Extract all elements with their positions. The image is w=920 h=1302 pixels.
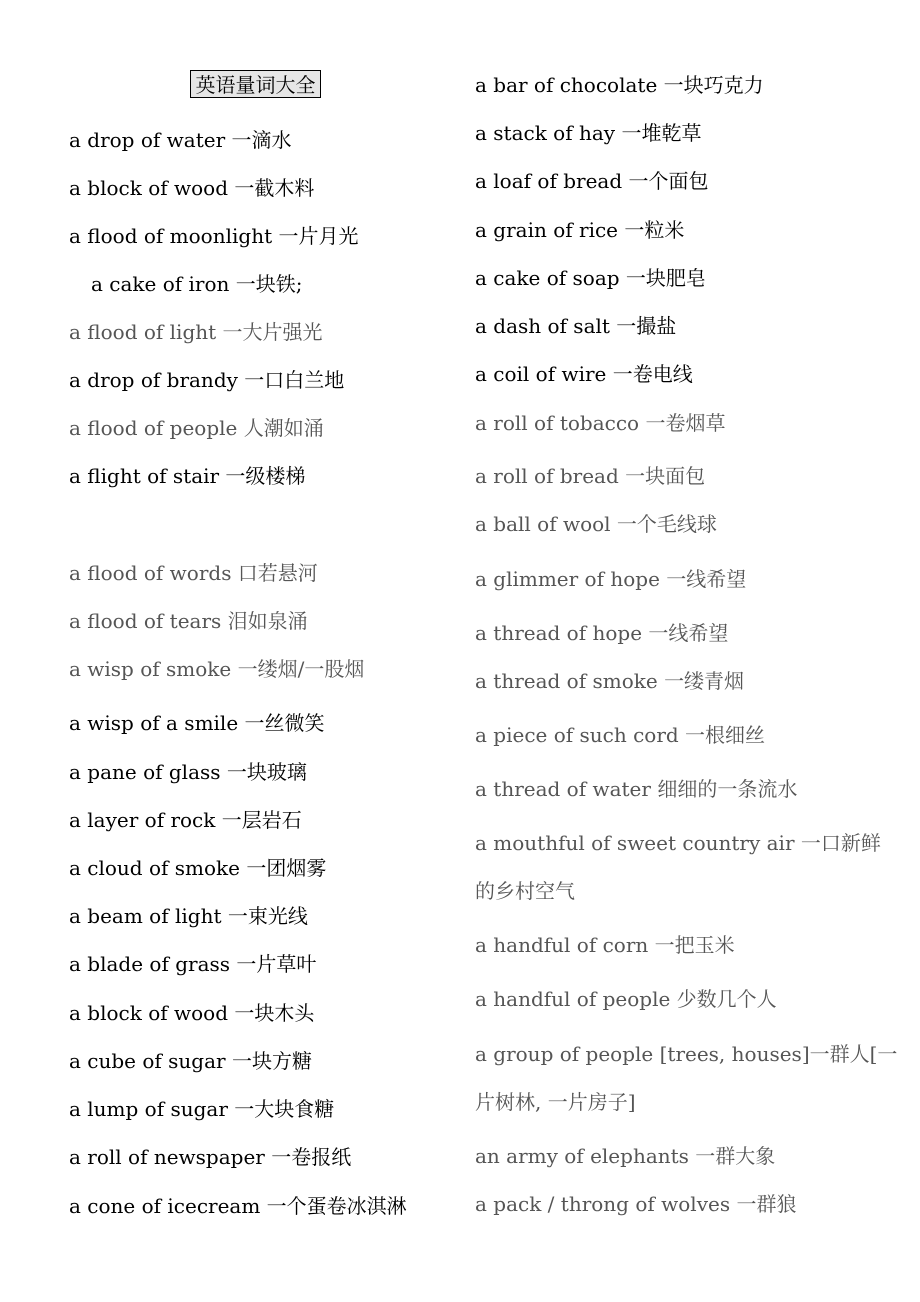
right-entry: 的乡村空气 [475,879,575,903]
right-entry: a glimmer of hope 一线希望 [475,567,747,591]
left-entry: a cone of icecream 一个蛋卷冰淇淋 [69,1194,407,1218]
left-entry: a beam of light 一束光线 [69,904,308,928]
left-entry: a cube of sugar 一块方糖 [69,1049,312,1073]
right-entry: a handful of people 少数几个人 [475,987,777,1011]
left-entry: a lump of sugar 一大块食糖 [69,1097,335,1121]
right-entry: a loaf of bread 一个面包 [475,169,709,193]
right-entry: a thread of smoke 一缕青烟 [475,669,745,693]
left-entry: a wisp of a smile 一丝微笑 [69,711,325,735]
left-entry: a blade of grass 一片草叶 [69,952,317,976]
right-entry: a stack of hay 一堆乾草 [475,121,702,145]
right-entry: a pack / throng of wolves 一群狼 [475,1192,797,1216]
left-entry: a cake of iron 一块铁; [91,272,303,296]
right-entry: a roll of tobacco 一卷烟草 [475,411,726,435]
left-entry: a flood of tears 泪如泉涌 [69,609,308,633]
right-entry: a coil of wire 一卷电线 [475,362,693,386]
left-entry: a roll of newspaper 一卷报纸 [69,1145,352,1169]
left-entry: a flood of words 口若悬河 [69,561,318,585]
left-entry: a layer of rock 一层岩石 [69,808,302,832]
left-entry: a block of wood 一截木料 [69,176,315,200]
right-entry: a mouthful of sweet country air 一口新鲜 [475,831,881,855]
right-entry: a grain of rice 一粒米 [475,218,685,242]
right-entry: a bar of chocolate 一块巧克力 [475,73,764,97]
right-entry: a group of people [trees, houses]一群人[一 [475,1042,898,1066]
left-entry: a pane of glass 一块玻璃 [69,760,307,784]
left-entry: a flood of moonlight 一片月光 [69,224,359,248]
left-entry: a drop of water 一滴水 [69,128,292,152]
left-entry: a flood of light 一大片强光 [69,320,323,344]
right-entry: a handful of corn 一把玉米 [475,933,735,957]
left-entry: a flight of stair 一级楼梯 [69,464,306,488]
right-entry: 片树林, 一片房子] [475,1090,636,1114]
right-entry: a roll of bread 一块面包 [475,464,706,488]
right-entry: an army of elephants 一群大象 [475,1144,776,1168]
left-entry: a drop of brandy 一口白兰地 [69,368,345,392]
right-entry: a thread of water 细细的一条流水 [475,777,798,801]
right-entry: a dash of salt 一撮盐 [475,314,677,338]
right-entry: a ball of wool 一个毛线球 [475,512,717,536]
left-entry: a wisp of smoke 一缕烟/一股烟 [69,657,365,681]
right-entry: a thread of hope 一线希望 [475,621,729,645]
left-entry: a cloud of smoke 一团烟雾 [69,856,327,880]
page-title: 英语量词大全 [190,70,321,98]
left-entry: a block of wood 一块木头 [69,1001,315,1025]
left-entry: a flood of people 人潮如涌 [69,416,324,440]
right-entry: a cake of soap 一块肥皂 [475,266,706,290]
right-entry: a piece of such cord 一根细丝 [475,723,766,747]
